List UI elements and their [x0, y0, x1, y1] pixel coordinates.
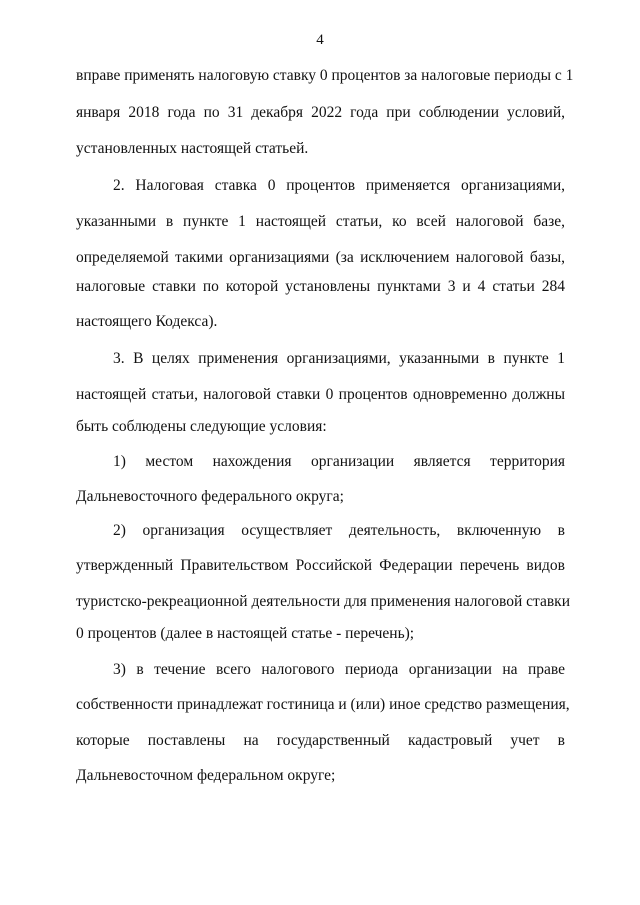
text-line: 2) организация осуществляет деятельность, включенную в — [113, 522, 565, 539]
text-line: указанными в пункте 1 настоящей статьи, ко всей налоговой базе, — [76, 213, 565, 230]
text-line: определяемой такими организациями (за исключением налоговой базы, — [76, 249, 565, 266]
text-line: 3. В целях применения организациями, указанными в пункте 1 — [113, 350, 565, 367]
text-line: утвержденный Правительством Российской Федерации перечень видов — [76, 557, 565, 574]
text-line: Дальневосточном федеральном округе; — [76, 767, 336, 784]
text-line: января 2018 года по 31 декабря 2022 года при соблюдении условий, — [76, 104, 565, 121]
text-line: 3) в течение всего налогового периода организации на праве — [113, 661, 565, 678]
text-line: собственности принадлежат гостиница и (или) иное средство размещения, — [76, 696, 570, 713]
text-line: 1) местом нахождения организации является территория — [113, 453, 565, 470]
text-line: быть соблюдены следующие условия: — [76, 418, 327, 435]
text-line: которые поставлены на государственный кадастровый учет в — [76, 732, 565, 749]
text-line: вправе применять налоговую ставку 0 процентов за налоговые периоды с 1 — [76, 67, 574, 84]
text-line: 0 процентов (далее в настоящей статье - перечень); — [76, 625, 415, 642]
text-line: установленных настоящей статьей. — [76, 140, 309, 157]
text-line: настоящей статьи, налоговой ставки 0 процентов одновременно должны — [76, 386, 565, 403]
text-line: 2. Налоговая ставка 0 процентов применяется организациями, — [113, 177, 565, 194]
text-line: Дальневосточного федерального округа; — [76, 488, 344, 505]
text-line: налоговые ставки по которой установлены пунктами 3 и 4 статьи 284 — [76, 278, 565, 295]
page-number: 4 — [316, 32, 324, 48]
text-line: настоящего Кодекса). — [76, 313, 218, 330]
text-line: туристско-рекреационной деятельности для применения налоговой ставки — [76, 593, 570, 610]
